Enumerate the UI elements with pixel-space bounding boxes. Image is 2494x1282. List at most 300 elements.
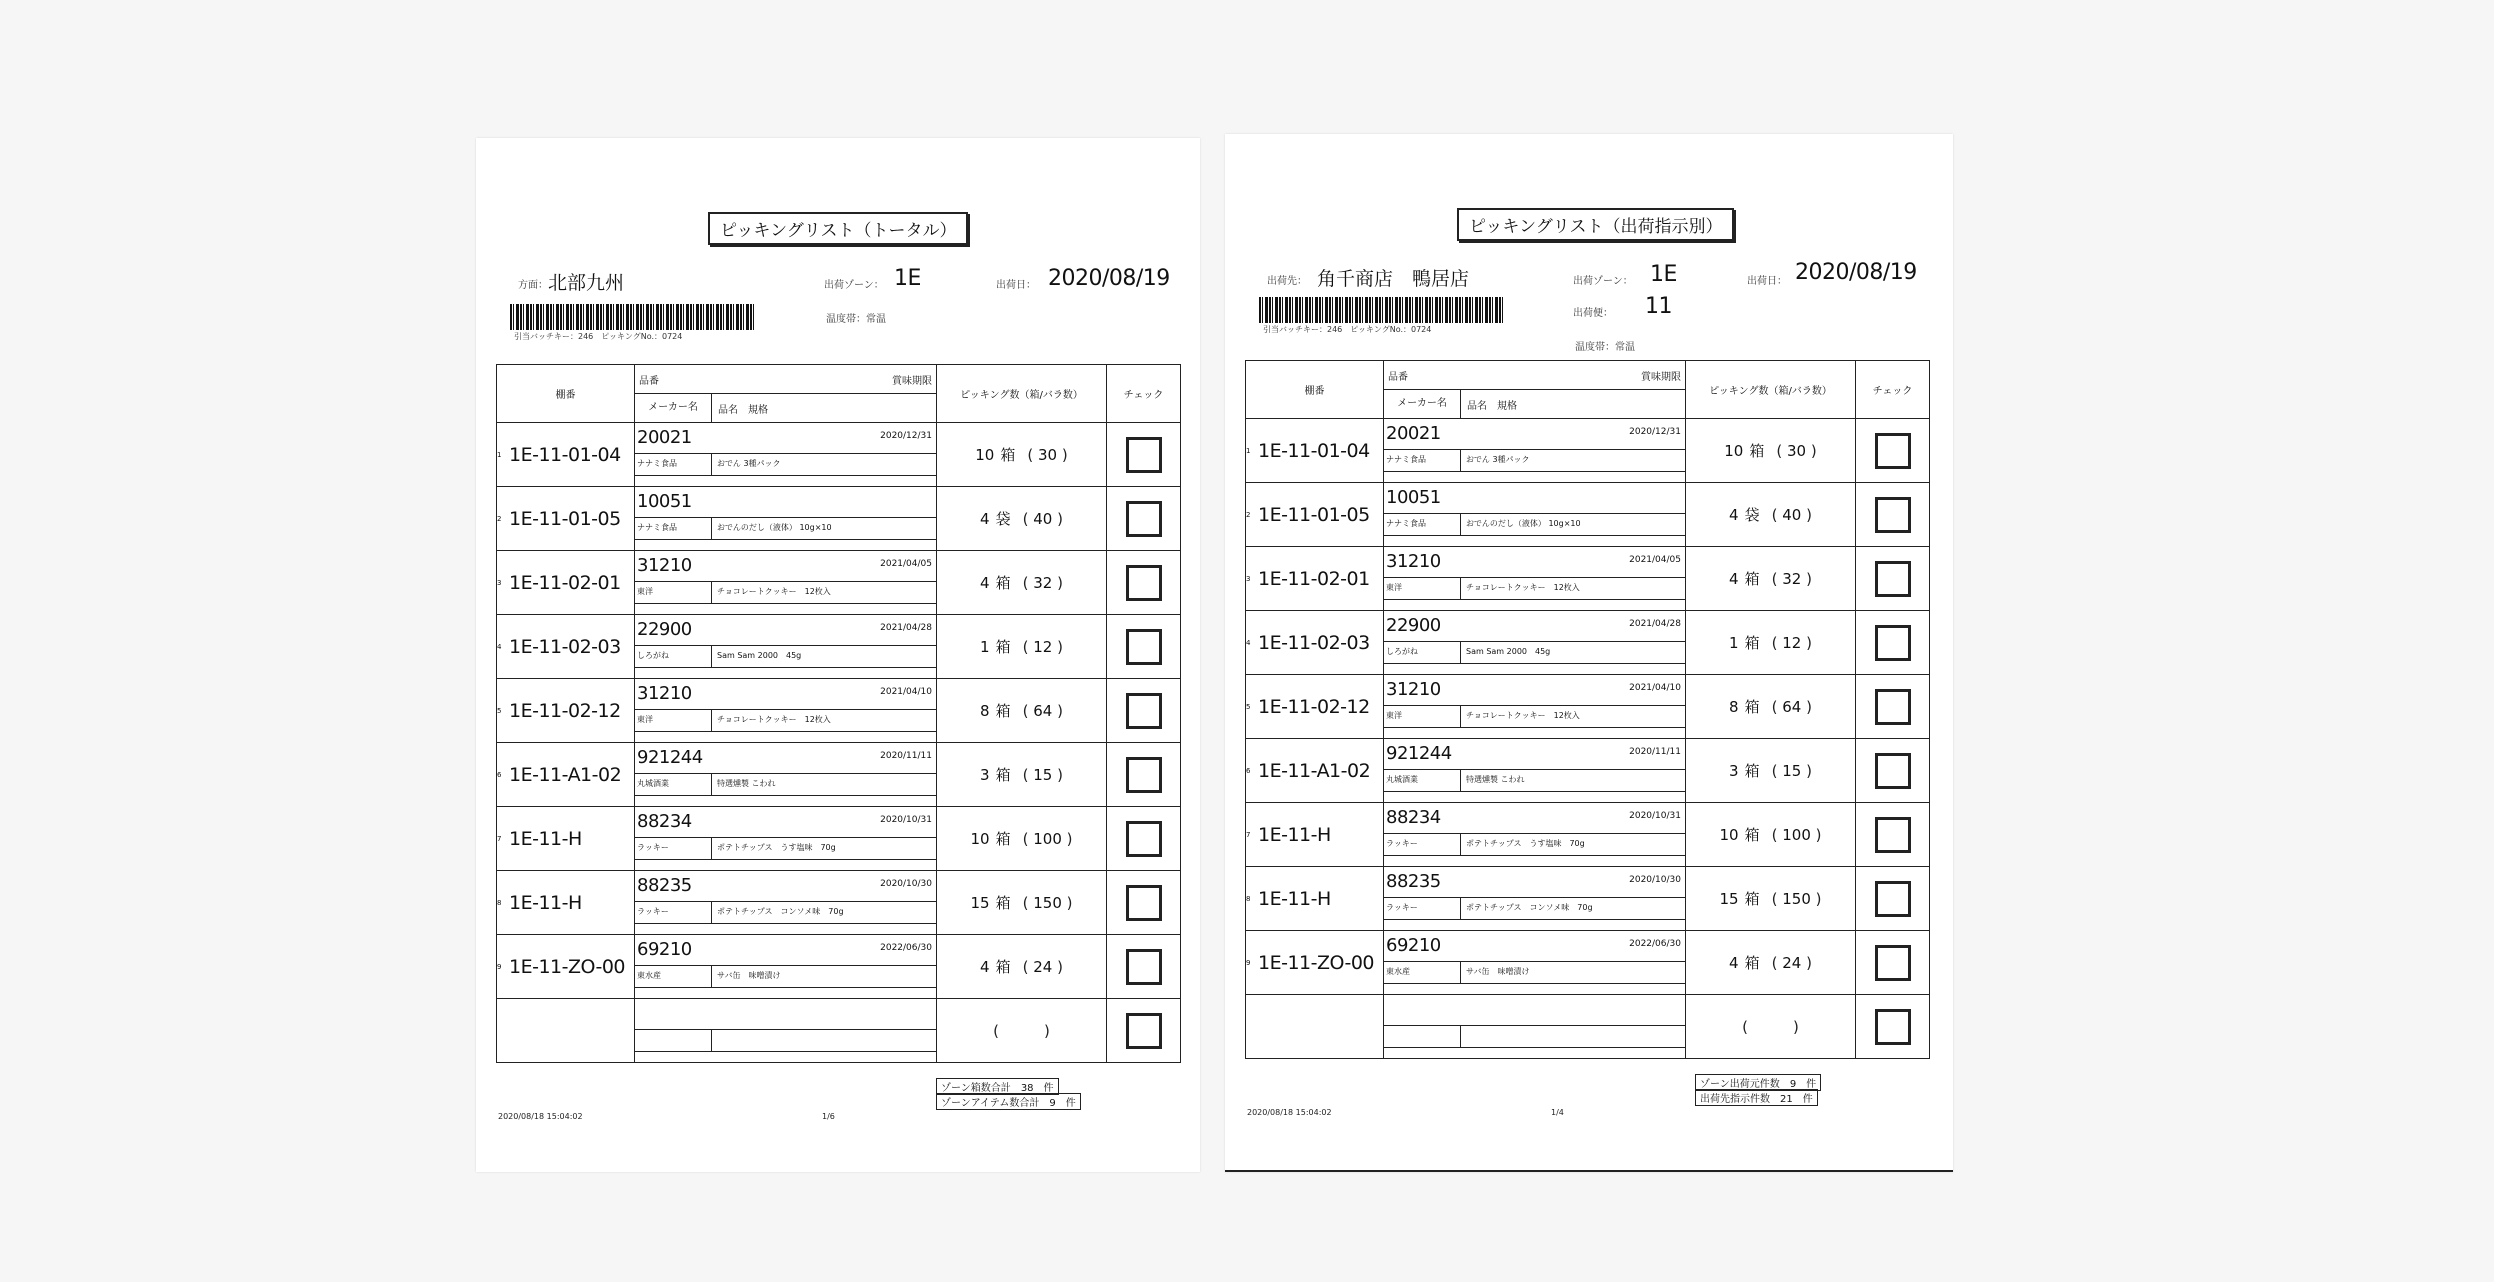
maker-name: 東水産 — [637, 971, 661, 980]
zone-label: 出荷ゾーン： — [824, 280, 884, 291]
piece-qty: 30 — [1038, 446, 1058, 464]
quantity-cell: 4 袋 ( 40 ) — [1686, 483, 1856, 547]
check-cell — [1856, 739, 1930, 803]
picking-table: 棚番 品番 賞味期限 メーカー名 品名 規格 ピッキング数（箱/バラ数） チェック 1 1E-11-01-04 20021 2020/12/31 ナナミ食品 おでん 3種パック 10 箱 ( 30 ) 2 1E-11-01-05 10051 ナナミ食品 おでんのだし（液体） 10g×10 4 袋 ( 40 ) 3 1E-11-02-01 31210 2021/04/05 東洋 チョコレートクッキー 12枚入 4 箱 ( 32 ) 4 1E-11-02-03 22900 2021/04/28 しろがね Sam Sam 2000 45g 1 箱 ( 12 ) 5 1E-11-02-12 31210 2021/04/10 東洋 チョコレートクッキー 12枚入 8 箱 ( 64 ) 6 1E-11-A1-02 921244 2020/11/11 丸城酒業 特選燻製 こわれ 3 箱 ( 15 ) 7 1E-11-H 88234 2020/10/31 ラッキー ポテトチップス うす塩味 70g 10 箱 ( 100 ) 8 1E-11-H 88235 2020/10/30 ラッキー ポテトチップス コンソメ味 70g 15 箱 ( 150 ) 9 1E-11-ZO-00 69210 2022/06/30 東水産 サバ缶 味噌漬け 4 箱 ( 24 ) ( ) — [1245, 360, 1930, 1059]
check-cell — [1856, 483, 1930, 547]
table-row — [497, 935, 1181, 999]
header-name: 品名 規格 — [718, 404, 768, 416]
piece-qty: 64 — [1782, 698, 1802, 716]
product-code: 22900 — [1386, 615, 1441, 636]
product-cell — [635, 551, 937, 615]
unit: 箱 — [995, 638, 1011, 656]
check-cell — [1856, 611, 1930, 675]
piece-qty: 100 — [1033, 830, 1062, 848]
expiry-date: 2021/04/10 — [1629, 683, 1681, 693]
product-code: 20021 — [637, 427, 692, 448]
case-qty: 15 — [970, 894, 990, 912]
footer-timestamp: 2020/08/18 15:04:02 — [498, 1112, 583, 1121]
piece-qty: 30 — [1787, 442, 1807, 460]
unit: 箱 — [995, 894, 1011, 912]
check-cell — [1107, 871, 1181, 935]
piece-qty: 15 — [1782, 762, 1802, 780]
product-name: サバ缶 味噌漬け — [717, 971, 781, 980]
check-cell — [1856, 931, 1930, 995]
location-code: 1E-11-H — [1258, 887, 1331, 910]
expiry-date: 2020/12/31 — [1629, 427, 1681, 437]
piece-qty: 150 — [1782, 890, 1811, 908]
product-code: 88234 — [1386, 807, 1441, 828]
header-check: チェック — [1856, 361, 1930, 419]
product-cell — [635, 679, 937, 743]
quantity-cell: 8 箱 ( 64 ) — [1686, 675, 1856, 739]
product-cell — [635, 807, 937, 871]
maker-name: ナナミ食品 — [637, 523, 677, 532]
location-cell — [1246, 483, 1384, 547]
location-cell — [497, 423, 635, 487]
quantity-cell: 4 箱 ( 24 ) — [1686, 931, 1856, 995]
route-value: 11 — [1645, 294, 1672, 319]
maker-name: ナナミ食品 — [1386, 455, 1426, 464]
case-qty: 4 — [980, 510, 990, 528]
sum1-value: 38 件 — [1020, 1083, 1054, 1094]
product-code: 31210 — [1386, 551, 1441, 572]
check-box[interactable] — [1126, 757, 1162, 793]
product-cell — [1384, 419, 1686, 483]
footer-page: 1/4 — [1551, 1108, 1564, 1117]
product-code: 10051 — [637, 491, 692, 512]
product-cell — [1384, 483, 1686, 547]
quantity-cell: 15 箱 ( 150 ) — [1686, 867, 1856, 931]
table-row — [497, 487, 1181, 551]
check-box[interactable] — [1126, 437, 1162, 473]
maker-name: ナナミ食品 — [637, 459, 677, 468]
row-index: 5 — [1246, 703, 1250, 711]
quantity-cell: 4 箱 ( 32 ) — [1686, 547, 1856, 611]
check-box[interactable] — [1875, 817, 1911, 853]
footer-page: 1/6 — [822, 1112, 835, 1121]
header-product: 品番 — [1388, 371, 1408, 383]
unit: 箱 — [1749, 442, 1765, 460]
temperature-label: 温度帯：常温 — [826, 314, 886, 325]
expiry-date: 2020/10/31 — [880, 815, 932, 825]
maker-name: しろがね — [637, 651, 669, 660]
quantity-cell: 4 箱 ( 24 ) — [937, 935, 1107, 999]
check-cell — [1107, 743, 1181, 807]
location-code: 1E-11-02-03 — [1258, 631, 1370, 654]
row-index: 5 — [497, 707, 501, 715]
check-cell — [1856, 675, 1930, 739]
check-box[interactable] — [1126, 949, 1162, 985]
barcode-caption: 引当バッチキー：246 ピッキングNo.：0724 — [514, 332, 683, 341]
row-index: 4 — [1246, 639, 1250, 647]
unit: 箱 — [995, 702, 1011, 720]
temperature-label: 温度帯：常温 — [1575, 342, 1635, 353]
piece-qty: 32 — [1033, 574, 1053, 592]
sheet-title: ピッキングリスト（出荷指示別） — [1457, 208, 1734, 241]
row-index: 8 — [1246, 895, 1250, 903]
row-index: 4 — [497, 643, 501, 651]
picking-table: 棚番 品番 賞味期限 メーカー名 品名 規格 ピッキング数（箱/バラ数） チェック 1 1E-11-01-04 20021 2020/12/31 ナナミ食品 おでん 3種パック 10 箱 ( 30 ) 2 1E-11-01-05 10051 ナナミ食品 おでんのだし（液体） 10g×10 4 袋 ( 40 ) 3 1E-11-02-01 31210 2021/04/05 東洋 チョコレートクッキー 12枚入 4 箱 ( 32 ) 4 1E-11-02-03 22900 2021/04/28 しろがね Sam Sam 2000 45g 1 箱 ( 12 ) 5 1E-11-02-12 31210 2021/04/10 東洋 チョコレートクッキー 12枚入 8 箱 ( 64 ) 6 1E-11-A1-02 921244 2020/11/11 丸城酒業 特選燻製 こわれ 3 箱 ( 15 ) 7 1E-11-H 88234 2020/10/31 ラッキー ポテトチップス うす塩味 70g 10 箱 ( 100 ) 8 1E-11-H 88235 2020/10/30 ラッキー ポテトチップス コンソメ味 70g 15 箱 ( 150 ) 9 1E-11-ZO-00 69210 2022/06/30 東水産 サバ缶 味噌漬け 4 箱 ( 24 ) ( ) — [496, 364, 1181, 1063]
expiry-date: 2022/06/30 — [1629, 939, 1681, 949]
table-row — [497, 551, 1181, 615]
date-label: 出荷日： — [1747, 276, 1787, 287]
product-name: チョコレートクッキー 12枚入 — [717, 715, 831, 724]
product-code: 921244 — [637, 747, 703, 768]
expiry-date: 2020/10/31 — [1629, 811, 1681, 821]
unit: 箱 — [1744, 762, 1760, 780]
header-name: 品名 規格 — [1467, 400, 1517, 412]
header-location: 棚番 — [497, 365, 635, 423]
location-code: 1E-11-02-12 — [509, 699, 621, 722]
check-box[interactable] — [1875, 561, 1911, 597]
check-box[interactable] — [1875, 689, 1911, 725]
unit: 箱 — [995, 830, 1011, 848]
product-code: 69210 — [1386, 935, 1441, 956]
row-index: 3 — [1246, 575, 1250, 583]
location-code: 1E-11-02-03 — [509, 635, 621, 658]
check-cell — [1107, 487, 1181, 551]
case-qty: 10 — [1724, 442, 1744, 460]
maker-name: ナナミ食品 — [1386, 519, 1426, 528]
sum2-label: 出荷先指示件数 — [1700, 1094, 1770, 1105]
header-expiry: 賞味期限 — [1641, 371, 1681, 383]
check-box[interactable] — [1875, 945, 1911, 981]
check-cell — [1107, 615, 1181, 679]
product-code: 69210 — [637, 939, 692, 960]
table-row — [1246, 419, 1930, 483]
product-cell — [1384, 867, 1686, 931]
product-code: 31210 — [637, 683, 692, 704]
table-row — [1246, 867, 1930, 931]
product-name: ポテトチップス うす塩味 70g — [717, 843, 836, 852]
quantity-cell: 1 箱 ( 12 ) — [1686, 611, 1856, 675]
location-code: 1E-11-H — [509, 827, 582, 850]
product-name: チョコレートクッキー 12枚入 — [1466, 583, 1580, 592]
location-cell — [1246, 931, 1384, 995]
location-code: 1E-11-01-05 — [509, 507, 621, 530]
check-box[interactable] — [1875, 881, 1911, 917]
maker-name: 東洋 — [637, 715, 653, 724]
expiry-date: 2021/04/10 — [880, 687, 932, 697]
unit: 箱 — [1744, 890, 1760, 908]
location-code: 1E-11-01-04 — [1258, 439, 1370, 462]
header-qty: ピッキング数（箱/バラ数） — [1686, 361, 1856, 419]
expiry-date: 2020/11/11 — [1629, 747, 1681, 757]
location-cell — [497, 615, 635, 679]
case-qty: 8 — [980, 702, 990, 720]
location-cell — [497, 935, 635, 999]
sum1-label: ゾーン出荷元件数 — [1700, 1079, 1780, 1090]
product-cell — [1384, 547, 1686, 611]
product-cell — [1384, 931, 1686, 995]
unit: 箱 — [995, 958, 1011, 976]
location-code: 1E-11-ZO-00 — [1258, 951, 1375, 974]
product-name: おでんのだし（液体） 10g×10 — [717, 523, 832, 532]
expiry-date: 2020/12/31 — [880, 431, 932, 441]
location-code: 1E-11-02-01 — [1258, 567, 1370, 590]
unit: 箱 — [1744, 954, 1760, 972]
barcode — [510, 304, 754, 330]
expiry-date: 2020/11/11 — [880, 751, 932, 761]
row-index: 9 — [1246, 959, 1250, 967]
quantity-cell: 10 箱 ( 30 ) — [1686, 419, 1856, 483]
location-code: 1E-11-02-12 — [1258, 695, 1370, 718]
product-name: おでん 3種パック — [1466, 455, 1530, 464]
table-row — [497, 679, 1181, 743]
expiry-date: 2020/10/30 — [1629, 875, 1681, 885]
location-cell — [497, 679, 635, 743]
location-cell — [1246, 419, 1384, 483]
row-index: 2 — [1246, 511, 1250, 519]
product-code: 88234 — [637, 811, 692, 832]
expiry-date: 2021/04/28 — [880, 623, 932, 633]
case-qty: 4 — [1729, 954, 1739, 972]
case-qty: 4 — [980, 574, 990, 592]
product-name: ポテトチップス うす塩味 70g — [1466, 839, 1585, 848]
case-qty: 10 — [970, 830, 990, 848]
piece-qty: 24 — [1033, 958, 1053, 976]
check-box[interactable] — [1875, 497, 1911, 533]
header-qty: ピッキング数（箱/バラ数） — [937, 365, 1107, 423]
check-cell — [1856, 867, 1930, 931]
product-cell — [1384, 803, 1686, 867]
maker-name: ラッキー — [637, 907, 669, 916]
expiry-date: 2021/04/05 — [880, 559, 932, 569]
expiry-date: 2021/04/28 — [1629, 619, 1681, 629]
sum1-label: ゾーン箱数合計 — [941, 1083, 1011, 1094]
piece-qty: 12 — [1782, 634, 1802, 652]
product-name: サバ缶 味噌漬け — [1466, 967, 1530, 976]
row-index: 2 — [497, 515, 501, 523]
sum2-label: ゾーンアイテム数合計 — [941, 1098, 1040, 1109]
zone-value: 1E — [1650, 262, 1677, 287]
product-code: 31210 — [637, 555, 692, 576]
empty-row-location — [497, 999, 635, 1063]
check-box[interactable] — [1875, 433, 1911, 469]
case-qty: 1 — [980, 638, 990, 656]
barcode-caption: 引当バッチキー：246 ピッキングNo.：0724 — [1263, 325, 1432, 334]
product-cell — [635, 423, 937, 487]
direction-label: 方面： — [518, 280, 548, 291]
picking-list-by-order-sheet — [1225, 134, 1953, 1172]
case-qty: 4 — [1729, 506, 1739, 524]
check-box[interactable] — [1126, 821, 1162, 857]
piece-qty: 15 — [1033, 766, 1053, 784]
unit: 袋 — [1744, 506, 1760, 524]
piece-qty: 24 — [1782, 954, 1802, 972]
product-code: 31210 — [1386, 679, 1441, 700]
table-row — [497, 423, 1181, 487]
row-index: 1 — [497, 451, 501, 459]
date-value: 2020/08/19 — [1795, 260, 1917, 285]
maker-name: ラッキー — [1386, 903, 1418, 912]
product-code: 22900 — [637, 619, 692, 640]
quantity-cell: 1 箱 ( 12 ) — [937, 615, 1107, 679]
check-box[interactable] — [1126, 1013, 1162, 1049]
piece-qty: 100 — [1782, 826, 1811, 844]
quantity-cell: 3 箱 ( 15 ) — [937, 743, 1107, 807]
quantity-cell: 8 箱 ( 64 ) — [937, 679, 1107, 743]
row-index: 7 — [497, 835, 501, 843]
quantity-cell: 10 箱 ( 30 ) — [937, 423, 1107, 487]
piece-qty: 40 — [1782, 506, 1802, 524]
table-row — [1246, 483, 1930, 547]
table-row — [497, 807, 1181, 871]
location-cell — [497, 551, 635, 615]
location-code: 1E-11-A1-02 — [509, 763, 622, 786]
expiry-date: 2021/04/05 — [1629, 555, 1681, 565]
product-name: ポテトチップス コンソメ味 70g — [717, 907, 844, 916]
case-qty: 4 — [980, 958, 990, 976]
expiry-date: 2020/10/30 — [880, 879, 932, 889]
piece-qty: 32 — [1782, 570, 1802, 588]
case-qty: 8 — [1729, 698, 1739, 716]
quantity-cell: 3 箱 ( 15 ) — [1686, 739, 1856, 803]
case-qty: 15 — [1719, 890, 1739, 908]
maker-name: 東洋 — [1386, 711, 1402, 720]
table-row — [1246, 931, 1930, 995]
row-index: 8 — [497, 899, 501, 907]
check-cell — [1856, 419, 1930, 483]
product-name: ポテトチップス コンソメ味 70g — [1466, 903, 1593, 912]
check-box[interactable] — [1875, 753, 1911, 789]
piece-qty: 150 — [1033, 894, 1062, 912]
case-qty: 4 — [1729, 570, 1739, 588]
quantity-cell: 10 箱 ( 100 ) — [937, 807, 1107, 871]
location-cell — [1246, 675, 1384, 739]
check-cell — [1107, 935, 1181, 999]
product-cell — [635, 487, 937, 551]
unit: 袋 — [995, 510, 1011, 528]
check-box[interactable] — [1126, 565, 1162, 601]
location-code: 1E-11-02-01 — [509, 571, 621, 594]
unit: 箱 — [995, 574, 1011, 592]
maker-name: ラッキー — [637, 843, 669, 852]
product-name: 特選燻製 こわれ — [717, 779, 776, 788]
check-cell — [1856, 547, 1930, 611]
footer-timestamp: 2020/08/18 15:04:02 — [1247, 1108, 1332, 1117]
case-qty: 3 — [1729, 762, 1739, 780]
location-cell — [1246, 739, 1384, 803]
maker-name: しろがね — [1386, 647, 1418, 656]
product-code: 88235 — [637, 875, 692, 896]
location-code: 1E-11-A1-02 — [1258, 759, 1371, 782]
check-box[interactable] — [1126, 629, 1162, 665]
maker-name: 東洋 — [637, 587, 653, 596]
table-row — [497, 871, 1181, 935]
header-check: チェック — [1107, 365, 1181, 423]
unit: 箱 — [1744, 698, 1760, 716]
check-box[interactable] — [1875, 1009, 1911, 1045]
sum2-value: 21 件 — [1780, 1094, 1813, 1105]
sheet-title: ピッキングリスト（トータル） — [708, 212, 968, 245]
picking-list-total-sheet — [476, 138, 1200, 1172]
location-code: 1E-11-H — [1258, 823, 1331, 846]
direction-value: 北部九州 — [548, 272, 625, 294]
unit: 箱 — [1744, 826, 1760, 844]
unit: 箱 — [995, 766, 1011, 784]
product-code: 88235 — [1386, 871, 1441, 892]
case-qty: 1 — [1729, 634, 1739, 652]
header-maker: メーカー名 — [1384, 390, 1461, 418]
case-qty: 10 — [1719, 826, 1739, 844]
sum2-value: 9 件 — [1049, 1098, 1076, 1109]
sum2 — [1695, 1089, 1818, 1106]
quantity-cell: 10 箱 ( 100 ) — [1686, 803, 1856, 867]
check-cell — [1107, 551, 1181, 615]
header-location: 棚番 — [1246, 361, 1384, 419]
sum2 — [936, 1093, 1081, 1110]
product-name: おでん 3種パック — [717, 459, 781, 468]
table-row — [1246, 739, 1930, 803]
location-cell — [497, 871, 635, 935]
sum1-value: 9 件 — [1789, 1079, 1817, 1090]
header-maker: メーカー名 — [635, 394, 712, 422]
table-row — [497, 743, 1181, 807]
unit: 箱 — [1000, 446, 1016, 464]
dest-label: 出荷先： — [1267, 276, 1307, 287]
maker-name: ラッキー — [1386, 839, 1418, 848]
table-row — [497, 615, 1181, 679]
product-name: チョコレートクッキー 12枚入 — [1466, 711, 1580, 720]
check-cell — [1856, 803, 1930, 867]
table-row — [1246, 675, 1930, 739]
product-cell — [635, 935, 937, 999]
product-code: 10051 — [1386, 487, 1441, 508]
date-label: 出荷日： — [996, 280, 1036, 291]
maker-name: 丸城酒業 — [637, 779, 669, 788]
location-cell — [1246, 803, 1384, 867]
product-code: 921244 — [1386, 743, 1452, 764]
check-cell — [1107, 423, 1181, 487]
product-cell — [635, 615, 937, 679]
header-product: 品番 — [639, 375, 659, 387]
quantity-cell: 15 箱 ( 150 ) — [937, 871, 1107, 935]
check-box[interactable] — [1875, 625, 1911, 661]
location-code: 1E-11-01-05 — [1258, 503, 1370, 526]
check-box[interactable] — [1126, 693, 1162, 729]
product-cell — [1384, 739, 1686, 803]
product-name: おでんのだし（液体） 10g×10 — [1466, 519, 1581, 528]
quantity-cell: 4 箱 ( 32 ) — [937, 551, 1107, 615]
product-name: Sam Sam 2000 45g — [1466, 647, 1551, 656]
empty-row-location — [1246, 995, 1384, 1059]
piece-qty: 64 — [1033, 702, 1053, 720]
product-name: 特選燻製 こわれ — [1466, 775, 1525, 784]
check-box[interactable] — [1126, 501, 1162, 537]
quantity-cell: 4 袋 ( 40 ) — [937, 487, 1107, 551]
maker-name: 丸城酒業 — [1386, 775, 1418, 784]
expiry-date: 2022/06/30 — [880, 943, 932, 953]
row-index: 7 — [1246, 831, 1250, 839]
location-cell — [497, 743, 635, 807]
row-index: 1 — [1246, 447, 1250, 455]
dest-value: 角千商店 鴨居店 — [1317, 268, 1470, 290]
location-code: 1E-11-ZO-00 — [509, 955, 626, 978]
row-index: 6 — [1246, 767, 1250, 775]
route-label: 出荷便： — [1573, 308, 1613, 319]
location-code: 1E-11-01-04 — [509, 443, 621, 466]
row-index: 9 — [497, 963, 501, 971]
zone-value: 1E — [894, 266, 921, 291]
location-cell — [497, 807, 635, 871]
date-value: 2020/08/19 — [1048, 266, 1170, 291]
unit: 箱 — [1744, 634, 1760, 652]
location-cell — [1246, 867, 1384, 931]
piece-qty: 40 — [1033, 510, 1053, 528]
unit: 箱 — [1744, 570, 1760, 588]
check-box[interactable] — [1126, 885, 1162, 921]
